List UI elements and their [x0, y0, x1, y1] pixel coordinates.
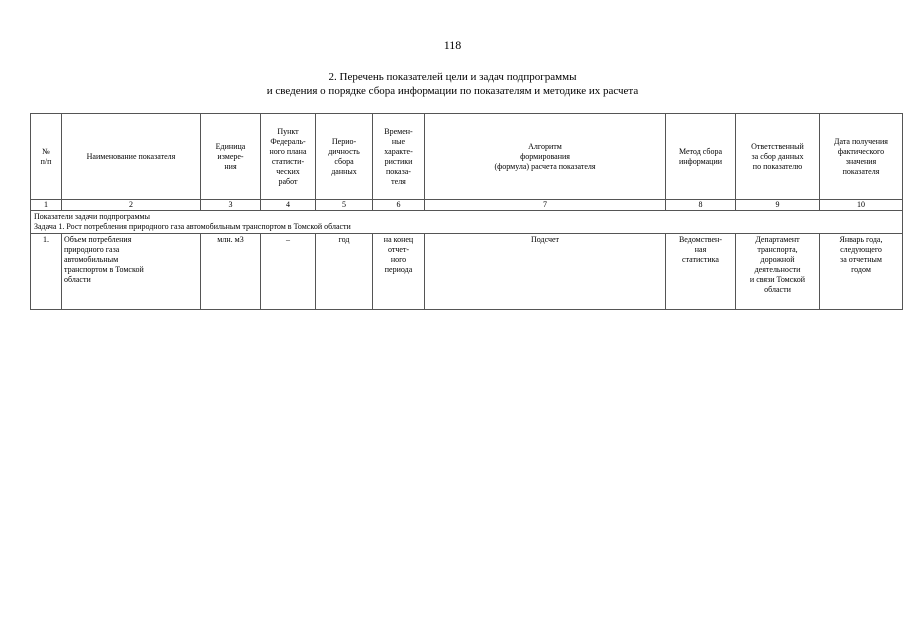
section-title: Показатели задачи подпрограммы: [34, 212, 150, 221]
row-method: Ведомствен- ная статистика: [666, 234, 736, 310]
row-date: Январь года, следующего за отчетным годом: [820, 234, 903, 310]
section-cell: [31, 211, 903, 234]
indicators-table: [30, 113, 903, 310]
header-cell-date: Дата получения фактического значения показателя: [820, 114, 903, 200]
header-cell-periodicity: Перио- дичность сбора данных: [316, 114, 373, 200]
column-number: 1: [31, 200, 62, 211]
column-number: 9: [736, 200, 820, 211]
column-number: 8: [666, 200, 736, 211]
row-algorithm: Подсчет: [425, 234, 666, 310]
row-responsible: Департамент транспорта, дорожной деятельности и связи Томской области: [736, 234, 820, 310]
column-number: 2: [62, 200, 201, 211]
header-row: [31, 114, 903, 200]
row-time-characteristics: на конец отчет- ного периода: [373, 234, 425, 310]
header-cell-algorithm: Алгоритм формирования (формула) расчета показателя: [425, 114, 666, 200]
column-number-row: [31, 200, 903, 211]
header-cell-responsible: Ответственный за сбор данных по показателю: [736, 114, 820, 200]
column-number: 10: [820, 200, 903, 211]
row-indicator-name: Объем потребления природного газа автомобильным транспортом в Томской области: [62, 234, 201, 310]
row-federal-plan-item: –: [261, 234, 316, 310]
row-periodicity: год: [316, 234, 373, 310]
header-cell-num: № п/п: [31, 114, 62, 200]
header-cell-federal-plan: Пункт Федераль- ного плана статисти- ческих работ: [261, 114, 316, 200]
title-line-1: 2. Перечень показателей цели и задач подпрограммы: [328, 71, 577, 83]
column-number: 7: [425, 200, 666, 211]
column-number: 5: [316, 200, 373, 211]
table-row: [31, 234, 903, 310]
row-unit: млн. м3: [201, 234, 261, 310]
task-title: Задача 1. Рост потребления природного газа автомобильным транспортом в Томской области: [34, 222, 351, 231]
row-num: 1.: [31, 234, 62, 310]
page-number: 118: [443, 38, 462, 52]
title-line-2: и сведения о порядке сбора информации по показателям и методике их расчета: [266, 85, 639, 97]
header-cell-unit: Единица измере- ния: [201, 114, 261, 200]
column-number: 6: [373, 200, 425, 211]
section-row: [31, 211, 903, 234]
column-number: 3: [201, 200, 261, 211]
document-title: [0, 70, 905, 98]
header-cell-method: Метод сбора информации: [666, 114, 736, 200]
header-cell-time-characteristics: Времен- ные характе- ристики показа- теля: [373, 114, 425, 200]
column-number: 4: [261, 200, 316, 211]
header-cell-name: Наименование показателя: [62, 114, 201, 200]
